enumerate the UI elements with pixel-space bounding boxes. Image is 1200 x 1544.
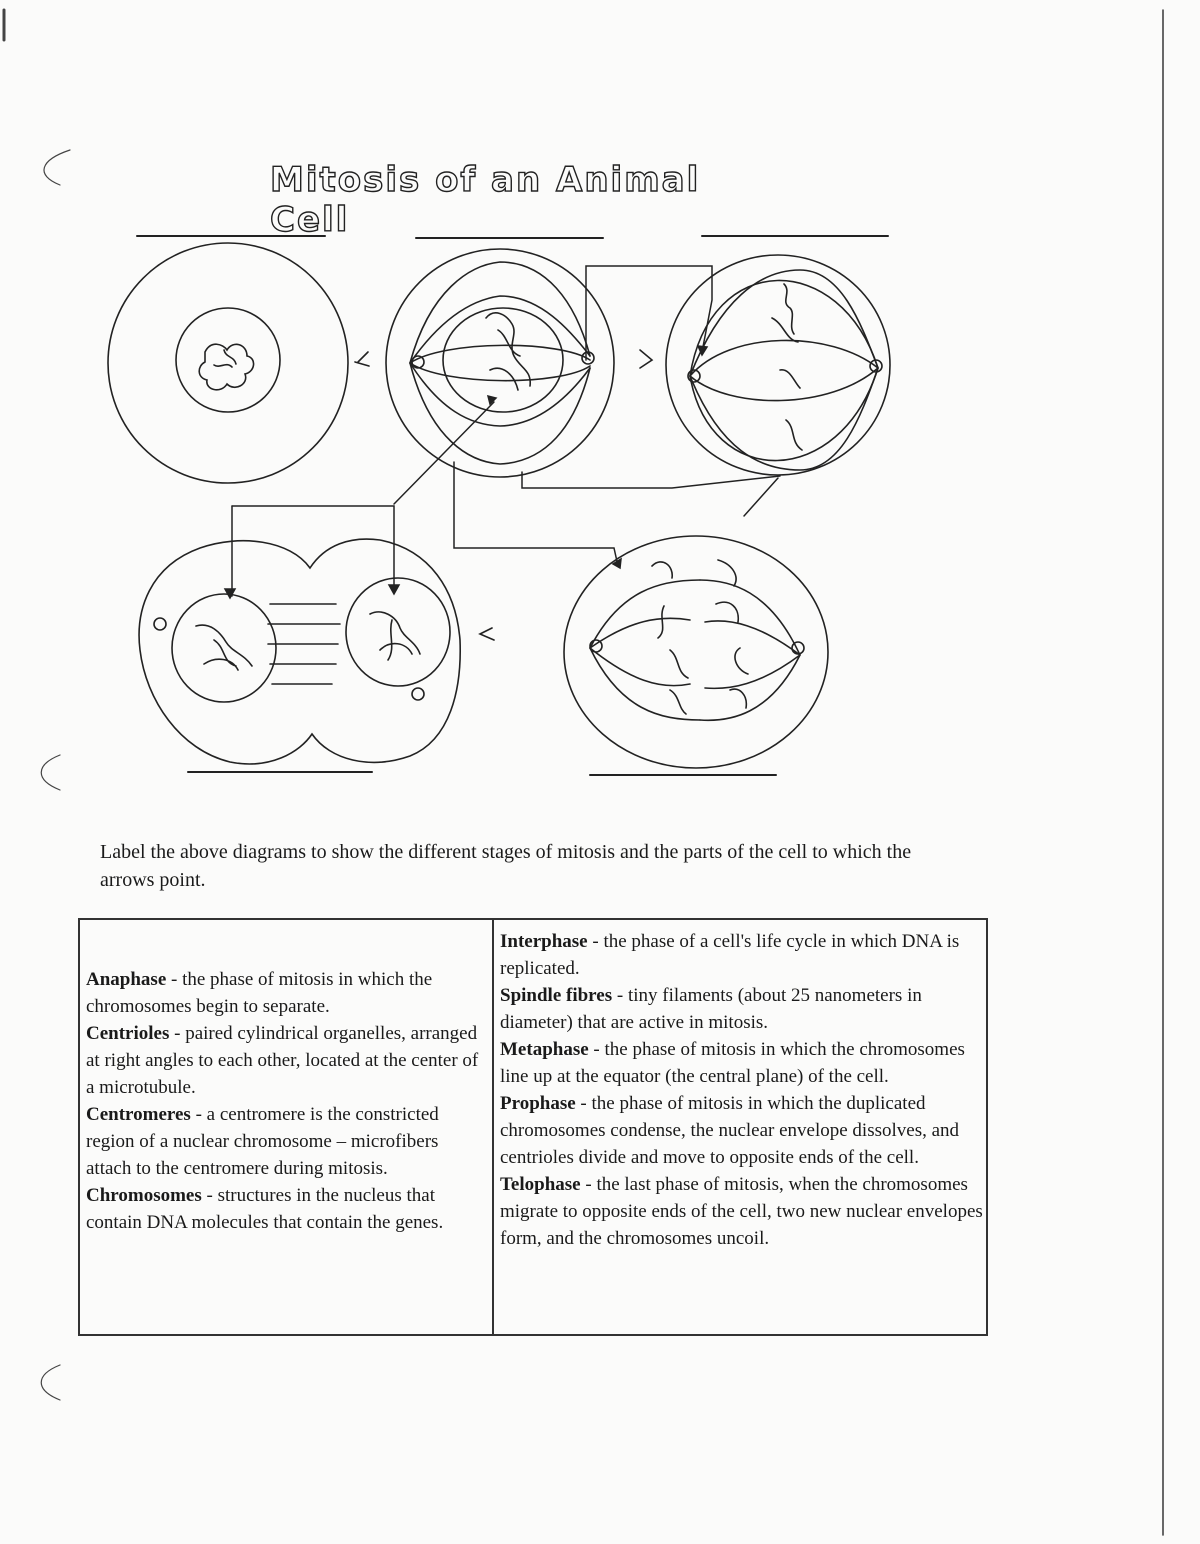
glossary-entry: Prophase - the phase of mitosis in which the duplicated chromosomes condense, the nuclear envelope dissolves, and centrioles divide and move to opposite ends of the cell. [500, 1093, 960, 1168]
glossary-definition: the last phase of mitosis, when the chromosomes migrate to opposite ends of the cell, two new nuclear envelopes form, and the chromosomes uncoil. [500, 1174, 983, 1249]
telophase-cell [139, 539, 460, 764]
glossary-definition: the phase of mitosis in which the chromosomes line up at the equator (the central plane) of the cell. [500, 1039, 965, 1087]
glossary-left-column [86, 966, 486, 1236]
glossary-entry: Centrioles - paired cylindrical organelles, arranged at right angles to each other, located at the center of a microtubule. [86, 1023, 479, 1098]
glossary-definition: the phase of mitosis in which the chromosomes begin to separate. [86, 969, 433, 1017]
glossary-entry: Metaphase - the phase of mitosis in which the chromosomes line up at the equator (the central plane) of the cell. [500, 1039, 965, 1087]
glossary-term: Prophase [500, 1093, 576, 1114]
glossary-term: Metaphase [500, 1039, 589, 1060]
glossary-entry: Chromosomes - structures in the nucleus that contain DNA molecules that contain the genes. [86, 1185, 444, 1233]
glossary-definition: paired cylindrical organelles, arranged at right angles to each other, located at the center of a microtubule. [86, 1023, 479, 1098]
glossary-definition: the phase of a cell's life cycle in which DNA is replicated. [500, 931, 960, 979]
instruction-text: Label the above diagrams to show the different stages of mitosis and the parts of the cell to which the arrows point. [100, 841, 912, 891]
pointer-arrows [225, 266, 780, 598]
glossary-entry: Interphase - the phase of a cell's life cycle in which DNA is replicated. [500, 931, 960, 979]
glossary-definition: structures in the nucleus that contain DNA molecules that contain the genes. [86, 1185, 444, 1233]
glossary-term: Interphase [500, 931, 588, 952]
glossary-table [78, 918, 988, 1336]
glossary-term: Telophase [500, 1174, 581, 1195]
glossary-term: Spindle fibres [500, 985, 613, 1006]
glossary-entry: Anaphase - the phase of mitosis in which the chromosomes begin to separate. [86, 969, 433, 1017]
glossary-right-column [500, 928, 984, 1252]
glossary-term: Anaphase [86, 969, 167, 990]
anaphase-cell [480, 536, 828, 768]
glossary-definition: a centromere is the constricted region of a nuclear chromosome – microfibers attach to the centromere during mitosis. [86, 1104, 439, 1179]
glossary-entry: Spindle fibres - tiny filaments (about 25 nanometers in diameter) that are active in mitosis. [500, 985, 922, 1033]
glossary-term: Centrioles [86, 1023, 170, 1044]
prophase-cell [355, 249, 614, 477]
glossary-entry: Centromeres - a centromere is the constricted region of a nuclear chromosome – microfibers attach to the centromere during mitosis. [86, 1104, 439, 1179]
page-title: Mitosis of an Animal Cell [270, 160, 701, 240]
interphase-cell [108, 243, 348, 483]
glossary-definition: the phase of mitosis in which the duplicated chromosomes condense, the nuclear envelope dissolves, and centrioles divide and move to opposite ends of the cell. [500, 1093, 960, 1168]
glossary-term: Chromosomes [86, 1185, 202, 1206]
glossary-definition: tiny filaments (about 25 nanometers in diameter) that are active in mitosis. [500, 985, 922, 1033]
glossary-entry: Telophase - the last phase of mitosis, when the chromosomes migrate to opposite ends of the cell, two new nuclear envelopes form, and the chromosomes uncoil. [500, 1174, 983, 1249]
glossary-divider [492, 920, 494, 1334]
glossary-term: Centromeres [86, 1104, 191, 1125]
metaphase-cell [640, 255, 890, 475]
